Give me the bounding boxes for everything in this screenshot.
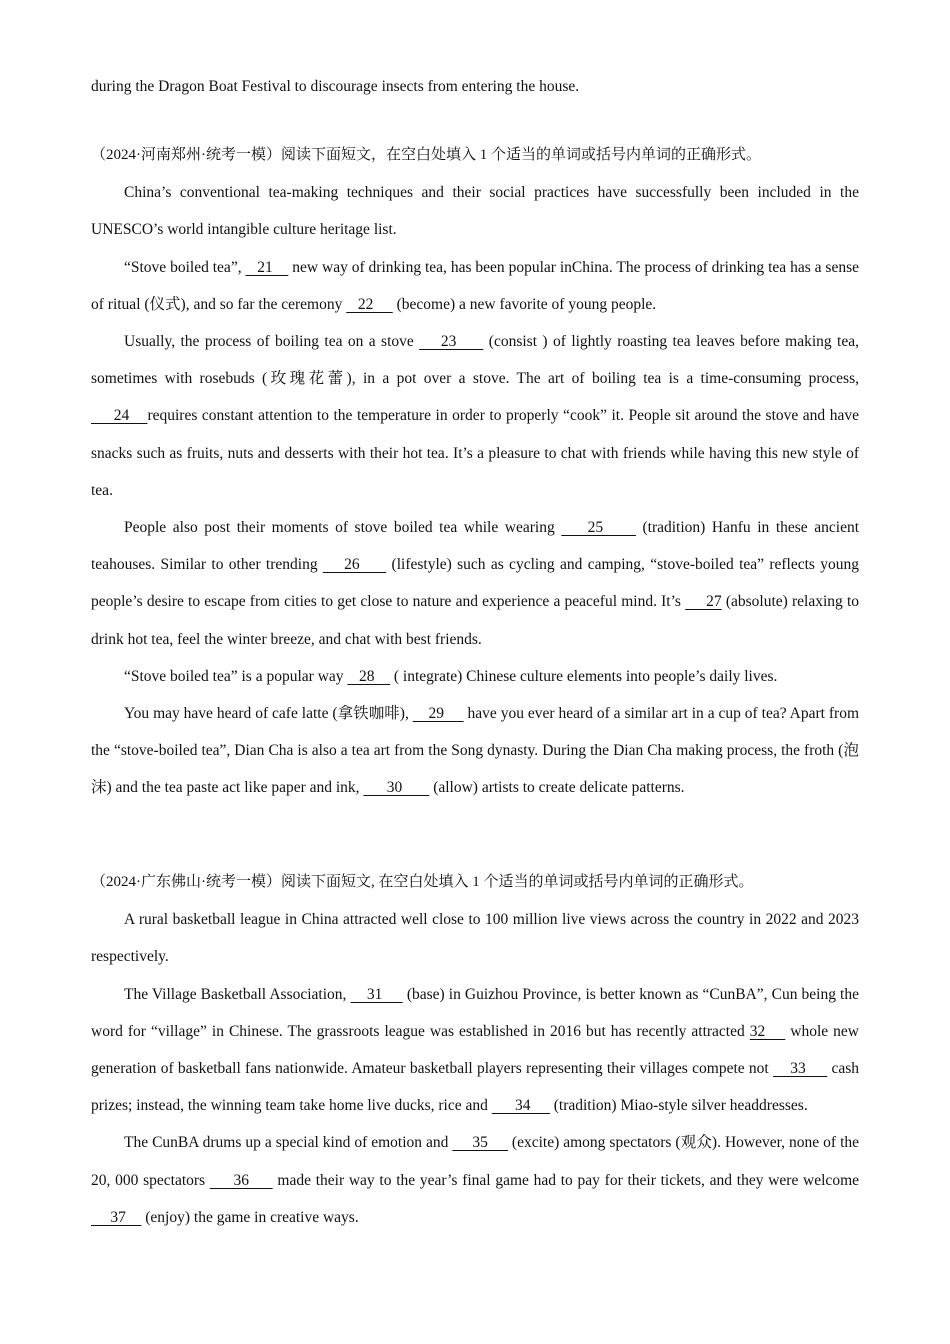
passage-1-paragraph-3 (91, 323, 859, 509)
blank-37: 37 (91, 1208, 142, 1226)
passage-1 (91, 137, 859, 807)
text-run: (tradition) Hanfu in these ancient teahouses. Similar to other trending (91, 519, 859, 574)
lead-in-text: during the Dragon Boat Festival to discourage insects from entering the house. (91, 78, 580, 95)
blank-24: 24 (91, 407, 148, 425)
blank-31: 31 (350, 985, 403, 1003)
text-run: You may have heard of cafe latte (拿铁咖啡), (124, 705, 413, 723)
text-run: cash prizes; instead, the winning team take home live ducks, rice and (91, 1060, 859, 1115)
passage-2 (91, 864, 859, 1236)
blank-25: 25 (561, 519, 636, 537)
blank-29: 29 (412, 705, 464, 723)
text-run: The Village Basketball Association, (124, 985, 351, 1003)
text-run: The CunBA drums up a special kind of emotion and (124, 1134, 453, 1152)
text-run: (allow) artists to create delicate patterns. (429, 779, 685, 797)
passage-1-source: （2024·河南郑州·统考一模）阅读下面短文，在空白处填入 1 个适当的单词或括号内单词的正确形式。 (91, 147, 761, 163)
blank-30: 30 (363, 779, 430, 797)
text-run: have you ever heard of a similar art in a cup of tea? Apart from the “stove-boiled tea”, Dian Cha is also a tea art from the Song dynasty. During the Dian Cha making process, the froth (泡沫) and the tea paste act like paper and ink, (91, 705, 859, 797)
text-run: whole new generation of basketball fans nationwide. Amateur basketball players representing their villages compete not (91, 1022, 859, 1078)
blank-27: 27 (685, 593, 722, 611)
blank-36: 36 (209, 1171, 273, 1189)
text-run: “Stove boiled tea”, (124, 258, 246, 276)
text-run: (tradition) Miao-style silver headdresses. (549, 1097, 808, 1115)
passage-1-paragraph-2 (91, 249, 859, 323)
passage-1-paragraph-4 (91, 509, 859, 658)
text-run: People also post their moments of stove boiled tea while wearing (124, 519, 562, 537)
blank-28: 28 (347, 667, 391, 685)
blank-21: 21 (245, 258, 289, 276)
text-run: (enjoy) the game in creative ways. (141, 1208, 359, 1226)
text-run: (become) a new favorite of young people. (392, 295, 657, 313)
blank-22: 22 (346, 295, 393, 313)
blank-33: 33 (773, 1060, 828, 1078)
passage-1-paragraph-6 (91, 695, 859, 807)
text-run: ( integrate) Chinese culture elements into people’s daily lives. (390, 667, 778, 685)
blank-35: 35 (452, 1134, 508, 1152)
blank-26: 26 (322, 556, 387, 574)
passage-2-source: （2024·广东佛山·统考一模）阅读下面短文, 在空白处填入 1 个适当的单词或括号内单词的正确形式。 (91, 874, 754, 890)
passage-2-paragraph-3 (91, 1124, 859, 1236)
text-run: requires constant attention to the temperature in order to properly “cook” it. People sit around the stove and have snacks such as fruits, nuts and desserts with their hot tea. It’s a pleasure to chat with friends while having this new style of tea. (91, 407, 859, 499)
passage-2-paragraph-2 (91, 976, 859, 1125)
passage-2-paragraph-1: A rural basketball league in China attracted well close to 100 million live views across the country in 2022 and 2023 respectively. (91, 911, 859, 966)
text-run: (lifestyle) such as cycling and camping, “stove-boiled tea” reflects young people’s desire to escape from cities to get close to nature and experience a peaceful mind. It’s (91, 556, 859, 611)
text-run: Usually, the process of boiling tea on a stove (124, 333, 420, 351)
text-run: new way of drinking tea, has been popular inChina. The process of drinking tea has a sense of ritual (仪式), and so far the ceremony (91, 258, 860, 313)
text-run: (base) in Guizhou Province, is better known as “CunBA”, Cun being the word for “village” in Chinese. The grassroots league was established in 2016 but has recently attracted (91, 985, 859, 1040)
text-run: (consist ) of lightly roasting tea leaves before making tea, sometimes with rosebuds (玫瑰花蕾), in a pot over a stove. The art of boiling tea is a time-consuming process, (91, 333, 859, 388)
lead-in-section (91, 68, 859, 105)
text-run: (excite) among spectators (观众). However, none of the 20, 000 spectators (91, 1134, 860, 1189)
blank-32: 32 (749, 1022, 786, 1040)
text-run: “Stove boiled tea” is a popular way (124, 667, 348, 685)
blank-23: 23 (419, 333, 484, 351)
text-run: (absolute) relaxing to drink hot tea, feel the winter breeze, and chat with best friends. (91, 593, 860, 648)
blank-34: 34 (491, 1097, 550, 1115)
text-run: made their way to the year’s final game had to pay for their tickets, and they were welcome (272, 1171, 860, 1189)
passage-1-paragraph-5 (91, 658, 859, 695)
passage-1-paragraph-1: China’s conventional tea-making techniques and their social practices have successfully been included in the UNESCO’s world intangible culture heritage list. (91, 184, 859, 239)
